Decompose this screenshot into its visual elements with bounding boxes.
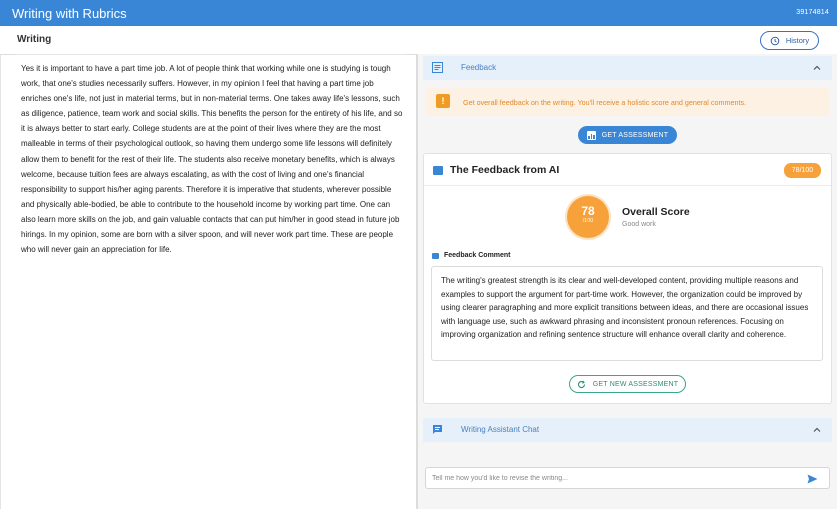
writing-separator (15, 54, 405, 55)
history-icon (770, 36, 780, 46)
feedback-section-header[interactable] (423, 56, 832, 80)
chat-input-container (425, 467, 830, 489)
app-header (0, 0, 837, 26)
chat-section-header[interactable] (423, 418, 832, 442)
chart-icon (587, 131, 596, 140)
get-new-assessment-button[interactable] (569, 375, 686, 393)
user-id: 39174814 (796, 9, 829, 16)
card-title: The Feedback from AI (450, 164, 560, 176)
chat-input[interactable] (432, 472, 802, 485)
rubric-icon (432, 62, 443, 73)
info-message: Get overall feedback on the writing. You'll receive a holistic score and general comments. (463, 98, 747, 107)
feedback-comment-text: The writing's greatest strength is its clear and well-developed content, providing multiple reasons and examples to support the argument for part-time work. However, the organization could be improved by using clearer paragraphing and more explicit transitions between ideas, and there are occasional issues with language use, such as awkward phrasing and inconsistent pronoun references. Focusing on improving organization and refining sentence structure will enhance overall clarity and coherence. (441, 276, 809, 340)
chat-section-label: Writing Assistant Chat (461, 425, 540, 434)
get-assessment-button[interactable] (578, 126, 677, 144)
feedback-icon (433, 166, 443, 175)
score-badge: 78/100 (784, 163, 821, 178)
essay-text[interactable]: Yes it is important to have a part time job. A lot of people think that working while one is studying is tough work, that one's studies necessarily suffers. However, in my opinion I feel that having a part time job enriches one's life, not just in material terms, but in non-material terms. One takes away life's lessons, such as diligence, patience, team work and social skills. This benefits the person for the entirety of his life, and so it is always better to start early. College students are at the point of their lives where they are the most malleable in terms of their psychological outlook, so having them undergo some life lessons will definitely allow them to benefit for the rest of their life. The students also receive monetary benefits, which is always welcome, because tuition fees are always escalating, as with the cost of living and one's financial responsibility to support his/her aging parents. Therefore it is imperative that students, wherever possible and physically able-bodied, be able to contribute to the household income by working part time. One can also learn more skills on the job, and gain valuable contacts that can put him/her in good stead in future job hirings. In my opinion, some are born with a silver spoon, and will never work part time. These are people who will never gain an appreciation for life. (21, 64, 403, 255)
warning-icon: ! (436, 94, 450, 108)
score-circle (567, 196, 609, 238)
writing-label: Writing (17, 34, 52, 45)
score-value: 78 (581, 204, 595, 218)
comment-icon (432, 253, 439, 259)
refresh-icon (577, 380, 586, 389)
app-title: Writing with Rubrics (12, 6, 127, 21)
chevron-up-icon[interactable] (813, 426, 821, 434)
overall-score-title: Overall Score (622, 206, 690, 218)
sub-header (0, 26, 837, 54)
card-header (424, 154, 831, 186)
get-new-assessment-label: GET NEW ASSESSMENT (592, 380, 679, 388)
feedback-section-label: Feedback (461, 63, 497, 72)
history-button[interactable] (760, 31, 819, 50)
feedback-comment-label (432, 252, 511, 259)
send-icon[interactable] (807, 474, 818, 484)
chat-icon (432, 424, 443, 435)
feedback-comment-box (431, 266, 823, 361)
score-denominator: /100 (582, 218, 594, 224)
feedback-comment-title: Feedback Comment (444, 252, 511, 259)
score-subtitle: Good work (622, 221, 656, 228)
get-assessment-label: GET ASSESSMENT (601, 131, 669, 139)
history-label: History (785, 36, 810, 45)
chevron-up-icon[interactable] (813, 64, 821, 72)
feedback-info-banner (426, 88, 829, 116)
